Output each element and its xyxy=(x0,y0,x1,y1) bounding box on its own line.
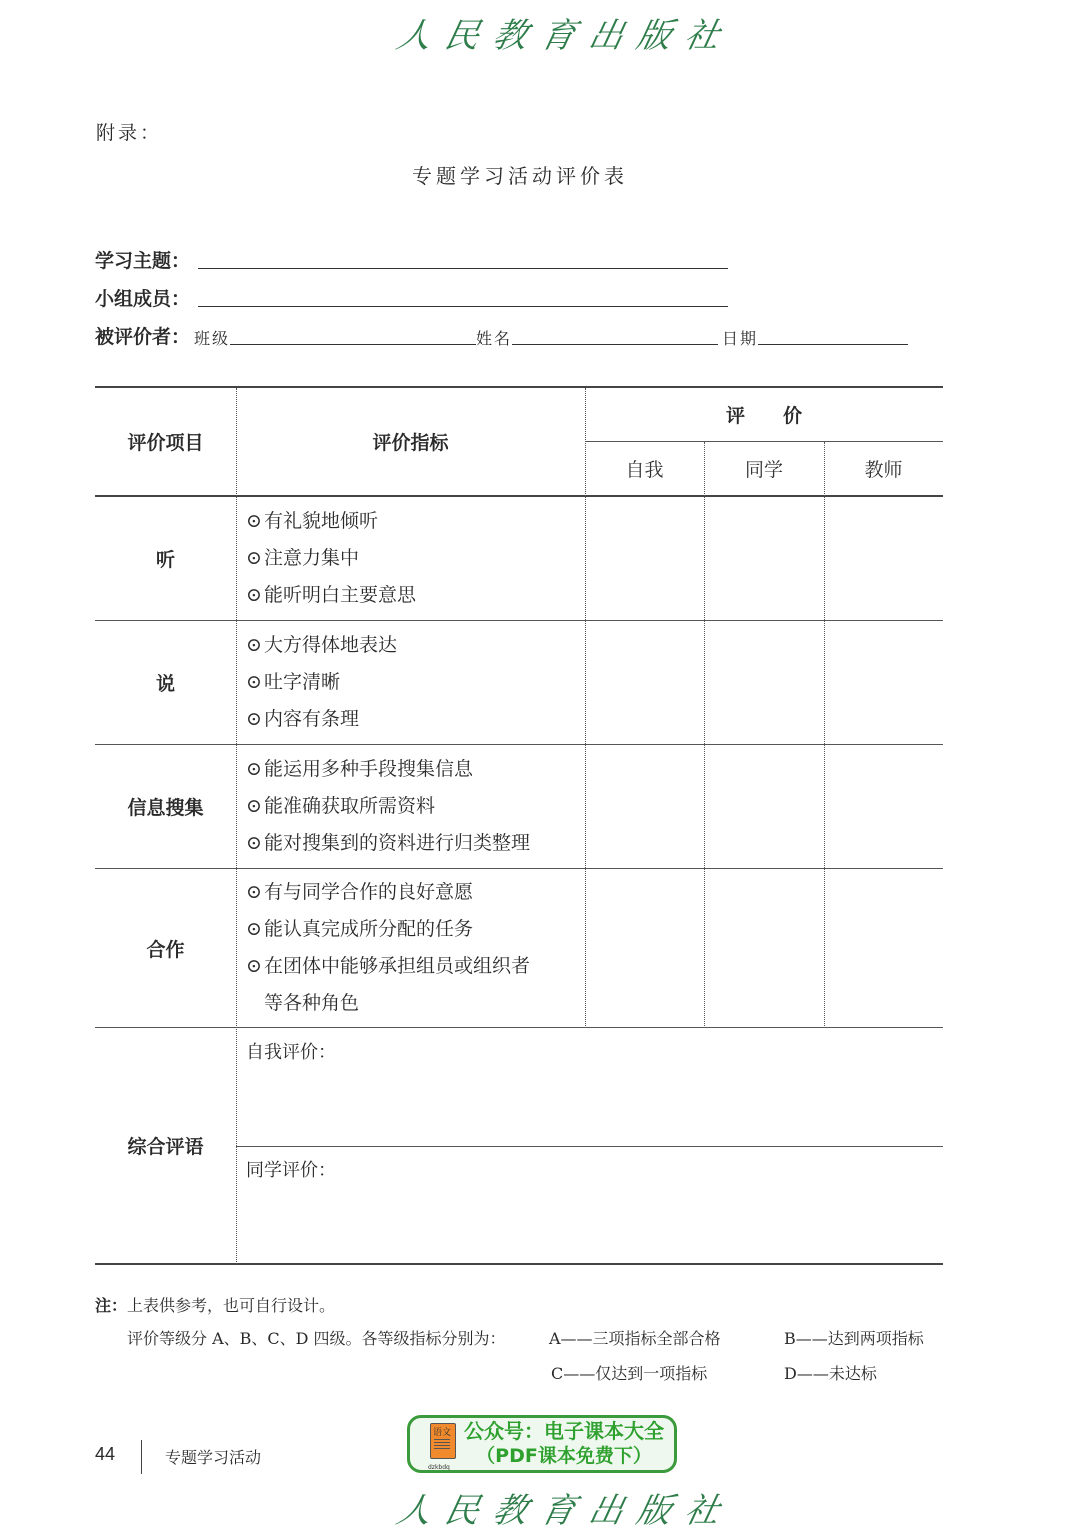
name-input-line[interactable] xyxy=(512,343,718,345)
bullet-icon: ⊙ xyxy=(246,584,262,606)
criterion-item: ⊙ 能准确获取所需资料 xyxy=(246,788,530,825)
teacher-eval-cell-info[interactable] xyxy=(826,746,942,867)
members-input-line[interactable] xyxy=(198,305,728,307)
grade-b: B——达到两项指标 xyxy=(784,1329,924,1348)
category-cell: 听 xyxy=(155,549,175,571)
evaluatee-field xyxy=(95,322,908,349)
bullet-icon: ⊙ xyxy=(246,832,262,854)
col-divider xyxy=(704,442,705,1028)
peer-eval-cell-coop[interactable] xyxy=(706,870,823,1026)
category-cell: 合作 xyxy=(146,938,185,961)
criteria-list xyxy=(246,751,530,862)
grade-c: C——仅达到一项指标 xyxy=(551,1364,708,1383)
bullet-icon: ⊙ xyxy=(246,634,262,656)
topic-label: 学习主题： xyxy=(95,250,191,272)
note-prefix: 注： xyxy=(95,1296,128,1315)
self-comment-label: 自我评价： xyxy=(246,1042,336,1063)
grade-d: D——未达标 xyxy=(784,1364,877,1383)
summary-mid-divider xyxy=(236,1146,943,1147)
bullet-icon: ⊙ xyxy=(246,758,262,780)
bullet-icon: ⊙ xyxy=(246,795,262,817)
bullet-icon: ⊙ xyxy=(246,510,262,532)
peer-eval-cell-listen[interactable] xyxy=(706,497,823,619)
bullet-icon: ⊙ xyxy=(246,955,262,977)
members-label: 小组成员： xyxy=(95,288,191,310)
criterion-item: ⊙ 能认真完成所分配的任务 xyxy=(246,911,530,948)
criterion-item: ⊙ 能运用多种手段搜集信息 xyxy=(246,751,530,788)
header-item: 评价项目 xyxy=(127,432,204,454)
header-peer: 同学 xyxy=(744,459,783,481)
note-line xyxy=(95,1293,335,1316)
criterion-item: ⊙ 能听明白主要意思 xyxy=(246,577,416,614)
table-bottom-border xyxy=(95,1263,943,1265)
badge-line-2: （PDF课本免费下） xyxy=(476,1445,652,1467)
criterion-item: ⊙ 有礼貌地倾听 xyxy=(246,503,416,540)
criterion-item: ⊙ 内容有条理 xyxy=(246,701,397,738)
bullet-icon: ⊙ xyxy=(246,547,262,569)
grade-a: A——三项指标全部合格 xyxy=(549,1329,721,1348)
evaluatee-label: 被评价者： xyxy=(95,326,191,348)
date-input-line[interactable] xyxy=(758,343,908,345)
criterion-item: ⊙ 有与同学合作的良好意愿 xyxy=(246,874,530,911)
peer-eval-cell-info[interactable] xyxy=(706,746,823,867)
form-title: 专题学习活动评价表 xyxy=(412,164,628,188)
footer-section: 专题学习活动 xyxy=(165,1448,262,1467)
self-eval-cell-listen[interactable] xyxy=(587,497,703,619)
category-cell: 信息搜集 xyxy=(127,797,204,819)
publisher-logo-bottom: 人民教育出版社 xyxy=(393,1491,738,1531)
self-eval-cell-coop[interactable] xyxy=(587,870,703,1026)
criterion-item: ⊙ 大方得体地表达 xyxy=(246,627,397,664)
publisher-logo-top: 人民教育出版社 xyxy=(393,16,738,56)
footer-divider xyxy=(141,1440,142,1474)
teacher-eval-cell-coop[interactable] xyxy=(826,870,942,1026)
self-comment-area[interactable] xyxy=(238,1066,942,1144)
peer-comment-area[interactable] xyxy=(238,1184,942,1262)
criteria-list xyxy=(246,627,397,738)
page-number: 44 xyxy=(95,1444,116,1464)
header-evaluation: 评 价 xyxy=(725,405,802,427)
col-divider xyxy=(824,442,825,1028)
self-eval-cell-info[interactable] xyxy=(587,746,703,867)
criterion-item: ⊙ 在团体中能够承担组员或组织者 xyxy=(246,948,530,985)
col-divider xyxy=(236,388,237,1264)
criterion-continuation: 等各种角色 xyxy=(264,992,360,1014)
peer-comment-label: 同学评价： xyxy=(246,1160,336,1181)
criteria-list xyxy=(246,503,416,614)
appendix-label: 附录： xyxy=(96,122,163,144)
self-eval-cell-speak[interactable] xyxy=(587,622,703,743)
header-teacher: 教师 xyxy=(864,459,903,481)
promo-badge xyxy=(407,1415,677,1473)
criterion-item: ⊙ 吐字清晰 xyxy=(246,664,397,701)
bullet-icon: ⊙ xyxy=(246,881,262,903)
note-text: 上表供参考，也可自行设计。 xyxy=(127,1296,336,1315)
bullet-icon: ⊙ xyxy=(246,918,262,940)
teacher-eval-cell-speak[interactable] xyxy=(826,622,942,743)
badge-line-1: 公众号：电子课本大全 xyxy=(464,1419,664,1443)
criterion-item: ⊙ 注意力集中 xyxy=(246,540,416,577)
teacher-eval-cell-listen[interactable] xyxy=(826,497,942,619)
textbook-icon-title: 语文 xyxy=(433,1428,452,1438)
header-criteria: 评价指标 xyxy=(372,432,449,454)
criteria-list xyxy=(246,874,530,1022)
grading-intro: 评价等级分 A、B、C、D 四级。各等级指标分别为： xyxy=(127,1329,506,1348)
peer-eval-cell-speak[interactable] xyxy=(706,622,823,743)
bullet-icon: ⊙ xyxy=(246,708,262,730)
name-label: 姓名 xyxy=(476,329,513,348)
textbook-icon-tag: dzkbdq xyxy=(428,1464,450,1471)
criterion-item: ⊙ 能对搜集到的资料进行归类整理 xyxy=(246,825,530,862)
header-self: 自我 xyxy=(625,459,664,481)
topic-field xyxy=(95,246,728,273)
date-label: 日期 xyxy=(722,329,759,348)
class-input-line[interactable] xyxy=(230,343,476,345)
summary-category-cell: 综合评语 xyxy=(127,1136,204,1158)
category-cell: 说 xyxy=(155,673,175,695)
textbook-icon xyxy=(426,1421,460,1471)
bullet-icon: ⊙ xyxy=(246,671,262,693)
topic-input-line[interactable] xyxy=(198,267,728,269)
members-field xyxy=(95,284,728,311)
class-label: 班级 xyxy=(194,329,231,348)
